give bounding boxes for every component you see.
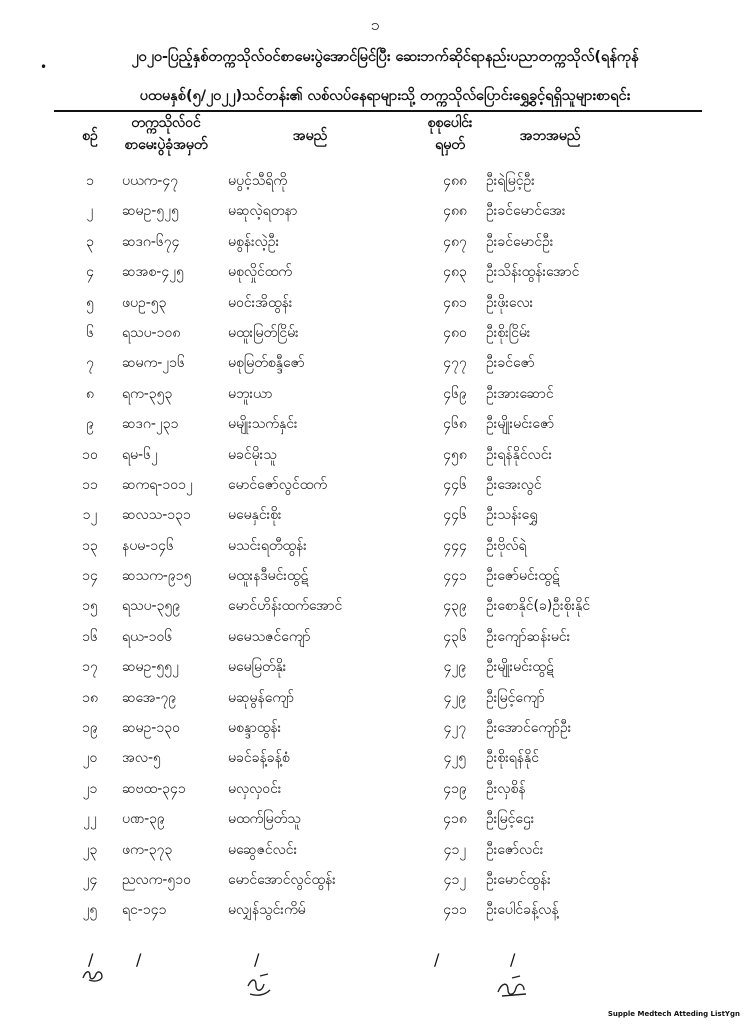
row-roll-number: ဆဒဂ-၆၇၄	[122, 233, 180, 250]
row-name: မထက်မြတ်သူ	[228, 811, 301, 828]
row-score: ၄၃၉	[443, 598, 467, 615]
page-number: ၁	[370, 15, 380, 34]
row-roll-number: ပဏ-၃၉	[122, 811, 165, 828]
row-roll-number: အလ-၅	[122, 750, 161, 767]
signature-mark	[244, 972, 274, 998]
row-name: မမေသဇင်ကျော်	[228, 628, 311, 645]
table-row	[0, 653, 750, 683]
row-no: ၇	[86, 355, 94, 372]
row-roll-number: ဆကရ-၁၀၁၂	[122, 476, 193, 493]
table-row	[0, 836, 750, 866]
table-row	[0, 380, 750, 410]
row-father-name: ဦးကျော်ဆန်းမင်း	[486, 628, 571, 645]
row-no: ၅	[86, 294, 94, 311]
row-name: မဆုမွန်ကျော်	[228, 689, 295, 706]
table-row	[0, 258, 750, 288]
row-father-name: ဦးသန်းရွှေ	[486, 507, 538, 524]
row-roll-number: ဆအစ-၄၂၅	[122, 264, 184, 281]
row-father-name: ဦးခင်မောင်ဦး	[486, 233, 554, 250]
row-no: ၁၃	[82, 537, 98, 554]
table-row	[0, 592, 750, 622]
row-no: ၁၁	[82, 476, 98, 493]
row-roll-number: ညလက-၅၁၀	[122, 871, 192, 888]
row-roll-number: ဆမဥ-၅၂၅	[122, 203, 179, 220]
row-name: မပွင့်သီရိကို	[228, 173, 288, 189]
row-score: ၄၁၉	[443, 780, 467, 797]
footer-caption: Supple Medtech Atteding ListYgn	[607, 1010, 740, 1018]
row-no: ၆	[86, 324, 94, 341]
document-title-line-1: ၂၀၂၀-ပြည့်နှစ်တက္ကသိုလ်ဝင်စာမေးပွဲအောင်မြင်ပြီး ဆေးဘက်ဆိုင်ရာနည်းပညာတက္ကသိုလ်(ရန်ကုန်	[131, 49, 639, 65]
row-name: မထူးနဒီမင်းထွဋ်	[228, 568, 309, 585]
row-father-name: ဦးမျိုးမင်းဇော်	[486, 416, 555, 433]
row-father-name: ဦးအောင်ကျော်ဦး	[486, 720, 572, 737]
row-score: ၄၁၈	[443, 811, 467, 828]
table-row	[0, 805, 750, 835]
row-score: ၄၈၃	[443, 264, 467, 281]
row-score: ၄၈၈	[443, 203, 467, 220]
header-name-label: အမည်	[292, 128, 328, 144]
row-father-name: ဦးစောနိုင်(ခ)ဦးစိုးနိုင်	[486, 598, 591, 615]
row-name: မခင်ခန့်ခန့်စံ	[228, 750, 290, 767]
row-score: ၄၂၇	[443, 720, 467, 737]
row-score: ၄၆၈	[443, 416, 467, 433]
row-score: ၄၄၆	[443, 476, 467, 493]
header-roll-line-2: စာမေးပွဲခုံအမှတ်	[124, 137, 208, 153]
row-score: ၄၅၈	[443, 446, 467, 463]
header-score-line-1: စုစုပေါင်း	[427, 115, 473, 131]
row-name: မစုမြတ်စန္ဒီဇော်	[228, 355, 305, 372]
row-father-name: ဦးမြင့်ဌေး	[486, 811, 535, 828]
row-score: ၄၁၂	[443, 841, 467, 858]
table-row	[0, 167, 750, 197]
row-father-name: ဦးမြင့်ကျော်	[486, 689, 545, 706]
table-row	[0, 532, 750, 562]
header-score-line-2: ရမှတ်	[435, 137, 465, 153]
row-roll-number: ရယ-၁၀၆	[122, 628, 173, 645]
row-father-name: ဦးစိုးငြိမ်း	[486, 324, 531, 341]
header-name	[260, 125, 360, 147]
row-roll-number: ပယက-၄၇	[122, 173, 179, 189]
row-no: ၁၅	[82, 598, 98, 615]
table-row	[0, 441, 750, 471]
row-roll-number: ရသပ-၁၀၈	[122, 324, 181, 341]
row-father-name: ဦးမျိုးမင်းထွဋ်	[486, 659, 554, 676]
table-row	[0, 562, 750, 592]
row-roll-number: ဖက-၃၇၃	[122, 841, 173, 858]
row-no: ၂၅	[82, 902, 98, 919]
row-no: ၃	[86, 233, 94, 250]
row-father-name: ဦးလှစိန်	[486, 780, 526, 797]
row-score: ၄၄၆	[443, 507, 467, 524]
row-no: ၁၈	[82, 689, 98, 706]
row-father-name: ဦးအားဆောင်	[486, 385, 554, 402]
row-name: မဆွေဇင်လင်း	[228, 841, 298, 858]
table-row	[0, 744, 750, 774]
row-no: ၁၆	[82, 628, 98, 645]
row-no: ၄	[86, 264, 94, 281]
table-row	[0, 623, 750, 653]
header-no	[70, 125, 110, 147]
row-name: မမျိုးသက်နှင်း	[228, 416, 298, 433]
table-row	[0, 866, 750, 896]
table-row	[0, 349, 750, 379]
row-father-name: ဦးခင်မောင်အေး	[486, 203, 566, 220]
row-roll-number: ရက-၃၅၃	[122, 385, 173, 402]
row-name: မမေနှင်းစိုး	[228, 507, 282, 524]
row-score: ၄၈၁	[443, 294, 467, 311]
row-father-name: ဦးဇော်လင်း	[486, 841, 544, 858]
row-score: ၄၄၄	[443, 537, 467, 554]
row-score: ၄၈၇	[443, 233, 467, 250]
row-roll-number: ရသပ-၃၅၉	[122, 598, 181, 615]
row-roll-number: ရင-၁၄၁	[122, 902, 167, 919]
header-father-name	[480, 125, 620, 147]
table-row	[0, 319, 750, 349]
row-father-name: ဦးပေါင်ခန့်လန့်	[486, 902, 559, 919]
tick-mark: /	[88, 950, 94, 969]
row-father-name: ဦးဇော်မင်းထွဋ်	[486, 568, 560, 585]
row-no: ၂၀	[82, 750, 98, 767]
row-no: ၉	[86, 416, 94, 433]
table-row	[0, 289, 750, 319]
verification-ticks	[0, 950, 750, 970]
tick-mark: /	[510, 950, 516, 969]
row-no: ၂၄	[82, 871, 98, 888]
table-row	[0, 775, 750, 805]
row-score: ၄၃၆	[443, 628, 467, 645]
row-no: ၂၁	[82, 780, 98, 797]
row-no: ၂	[86, 203, 94, 220]
row-name: မခင်မိုးသူ	[228, 446, 277, 463]
row-score: ၄၁၂	[443, 871, 467, 888]
document-title-line-2: ပထမနှစ်(၅/၂၀၂၂)သင်တန်း၏ လစ်လပ်နေရာများသို့ တက္ကသိုလ်ပြောင်းရွှေ့ခွင့်ရရှိသူများစာရင်း	[139, 88, 631, 104]
row-father-name: ဦးခင်ဇော်	[486, 355, 535, 372]
row-roll-number: ဆသက-၉၁၅	[122, 568, 192, 585]
row-no: ၁၀	[82, 446, 98, 463]
row-father-name: ဦးဗိုလ်ရဲ	[486, 537, 527, 554]
row-father-name: ဦးမောင်ထွန်း	[486, 871, 551, 888]
row-no: ၈	[86, 385, 94, 402]
table-row	[0, 197, 750, 227]
table-body	[0, 167, 750, 927]
table-row	[0, 471, 750, 501]
row-no: ၁၇	[82, 659, 98, 676]
row-name: မလှလှဝင်း	[228, 780, 282, 797]
table-row	[0, 410, 750, 440]
row-roll-number: ဆမဥ-၅၅၂	[122, 659, 179, 676]
row-score: ၄၆၉	[443, 385, 467, 402]
header-no-label: စဉ်	[82, 128, 98, 144]
tick-mark: /	[254, 950, 260, 969]
row-name: မဝင်းအိထွန်း	[228, 294, 293, 311]
row-roll-number: ဆမဥ-၁၃၀	[122, 720, 180, 737]
row-no: ၂၂	[83, 811, 97, 828]
header-father-label: အဘအမည်	[519, 128, 581, 144]
row-name: မလျှန်သွင်းကိမ်	[228, 902, 306, 919]
row-score: ၄၂၅	[443, 750, 467, 767]
row-name: မဘူးယာ	[228, 385, 273, 402]
row-no: ၂၃	[82, 841, 98, 858]
row-roll-number: ဆမက-၂၁၆	[122, 355, 185, 372]
row-name: မထူးမြတ်ငြိမ်း	[228, 324, 299, 341]
row-roll-number: ဆဗထ-၃၄၁	[122, 780, 186, 797]
row-roll-number: ရမ-၆၂	[122, 446, 158, 463]
row-name: မသင်းရတီထွန်း	[228, 537, 307, 554]
row-name: မစုလှိုင်ထက်	[228, 264, 292, 281]
row-name: မမေမြတ်နိုး	[228, 659, 287, 676]
row-father-name: ဦးရဲမြင့်ဦး	[486, 173, 535, 189]
row-no: ၁၄	[82, 568, 98, 585]
table-row	[0, 228, 750, 258]
row-score: ၄၇၇	[443, 355, 467, 372]
initials-mark	[80, 968, 106, 984]
row-roll-number: ဆဒဂ-၂၃၁	[122, 416, 179, 433]
row-score: ၄၈၈	[443, 173, 467, 189]
tick-mark: /	[434, 950, 440, 969]
table-row	[0, 896, 750, 926]
row-score: ၄၂၉	[443, 689, 467, 706]
row-score: ၄၁၁	[443, 902, 467, 919]
stray-mark: •	[40, 60, 48, 74]
row-name: မဆုလဲ့ရတနာ	[228, 203, 298, 220]
row-score: ၄၂၉	[443, 659, 467, 676]
row-name: မောင်ဟိန်းထက်အောင်	[228, 598, 343, 615]
row-score: ၄၄၁	[443, 568, 467, 585]
row-roll-number: နပမ-၁၄၆	[122, 537, 174, 554]
row-no: ၁၂	[82, 507, 98, 524]
row-name: မစန္ဒာထွန်း	[228, 720, 282, 737]
row-father-name: ဦးသိန်းထွန်းအောင်	[486, 264, 580, 281]
row-name: မောင်ဇော်လွင်ထက်	[228, 476, 327, 493]
row-name: မစွန်းလဲ့ဦး	[228, 233, 280, 250]
row-no: ၁၉	[82, 720, 98, 737]
row-name: မောင်အောင်လွင်ထွန်း	[228, 871, 336, 888]
row-roll-number: ဖပဥ-၅၃	[122, 294, 167, 311]
row-no: ၁	[86, 173, 94, 189]
signature-mark	[494, 974, 530, 1000]
row-score: ၄၈၀	[443, 324, 467, 341]
row-father-name: ဦးစိုးရန်နိုင်	[486, 750, 540, 767]
table-row	[0, 501, 750, 531]
row-father-name: ဦးအေးလွင်	[486, 476, 542, 493]
row-roll-number: ဆလသ-၁၃၁	[122, 507, 191, 524]
tick-mark: /	[136, 950, 142, 969]
row-father-name: ဦးဖိုးလေး	[486, 294, 534, 311]
table-row	[0, 684, 750, 714]
row-father-name: ဦးရန်နိုင်လင်း	[486, 446, 553, 463]
row-roll-number: ဆအေ-၇၉	[122, 689, 177, 706]
table-row	[0, 714, 750, 744]
header-roll-number	[106, 112, 226, 156]
header-roll-line-1: တက္ကသိုလ်ဝင်	[131, 115, 201, 131]
